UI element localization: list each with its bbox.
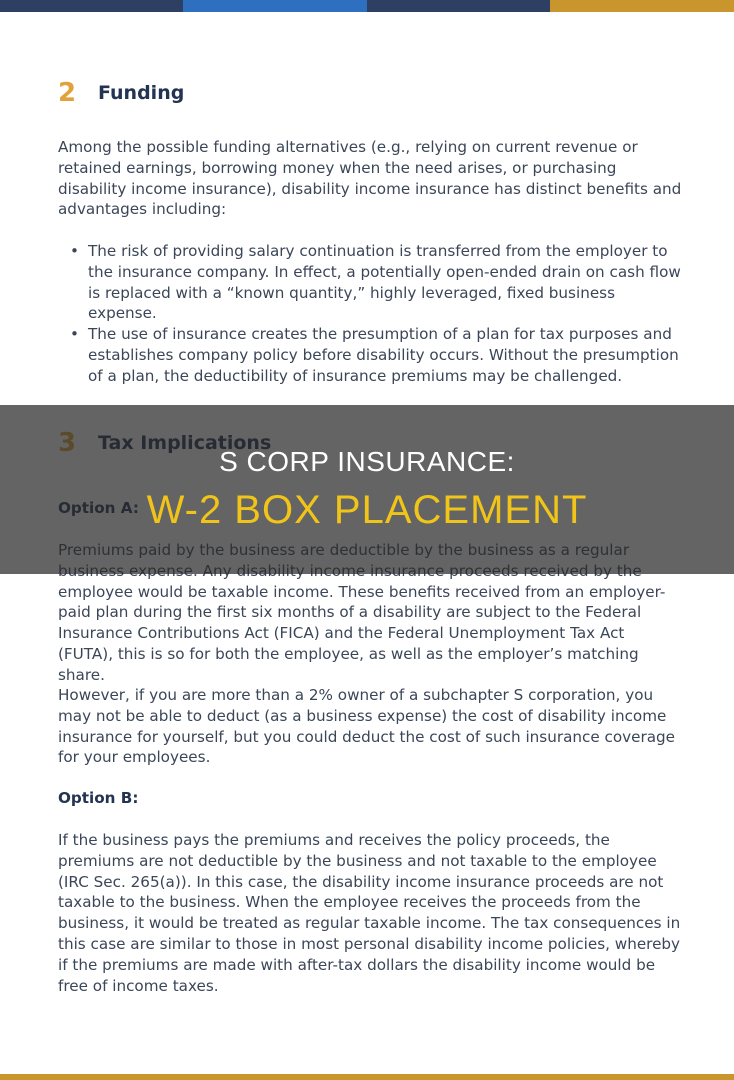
funding-bullet-2 — [70, 324, 684, 386]
bottom-color-bar — [0, 1074, 734, 1080]
overlay-title-line-2: W-2 BOX PLACEMENT — [146, 488, 588, 532]
top-bar-segment-3 — [367, 0, 550, 12]
top-color-bar — [0, 0, 734, 12]
option-a-paragraph-2: However, if you are more than a 2% owner of a subchapter S corporation, you may not be able to deduct (as a business expense) the cost of disability income insurance for yourself, but you could deduct the cost of such insurance coverage for your employees. — [58, 686, 676, 767]
top-bar-segment-1 — [0, 0, 183, 12]
funding-bullet-1 — [70, 241, 684, 324]
overlay-title-line-1: S CORP INSURANCE: — [219, 446, 515, 477]
option-b-label: Option B: — [58, 789, 139, 807]
option-b-paragraph: If the business pays the premiums and receives the policy proceeds, the premiums are not deductible by the business and not taxable to the employee (IRC Sec. 265(a)). In this case, the disability income insurance proceeds are not taxable to the business. When the employee receives the proceeds from the business, it would be treated as regular taxable income. The tax consequences in this case are similar to those in most personal disability income policies, whereby if the premiums are made with after-tax dollars the disability income would be free of income taxes. — [58, 831, 681, 995]
title-overlay-banner — [0, 405, 734, 574]
section-2-title: Funding — [98, 82, 185, 104]
section-2-heading — [58, 78, 184, 108]
bullet-dot-icon: • — [70, 325, 79, 343]
funding-bullet-2-text: The use of insurance creates the presumption of a plan for tax purposes and establishes company policy before disability occurs. Without the presumption of a plan, the deductibility of insurance premiums may be challenged. — [88, 325, 679, 385]
bullet-dot-icon: • — [70, 242, 79, 260]
option-a-paragraph-1: employee would be taxable income. These benefits received from an employer-paid plan during the first six months of a disability are subject to the Federal Insurance Contributions Act (FICA) and the Federal Unemployment Tax Act (FUTA), this is so for both the employee, as well as the employer’s matching share. — [58, 582, 666, 684]
top-bar-segment-2 — [183, 0, 367, 12]
funding-intro: Among the possible funding alternatives (e.g., relying on current revenue or retained earnings, borrowing money when the need arises, or purchasing disability income insurance), disability income insurance has distinct benefits and advantages including: — [58, 138, 682, 219]
top-bar-segment-4 — [550, 0, 734, 12]
section-2-number: 2 — [58, 78, 77, 108]
funding-bullet-1-text: The risk of providing salary continuation is transferred from the employer to the insurance company. In effect, a potentially open-ended drain on cash flow is replaced with a “known quantity,” highly leveraged, fixed business expense. — [88, 242, 681, 323]
